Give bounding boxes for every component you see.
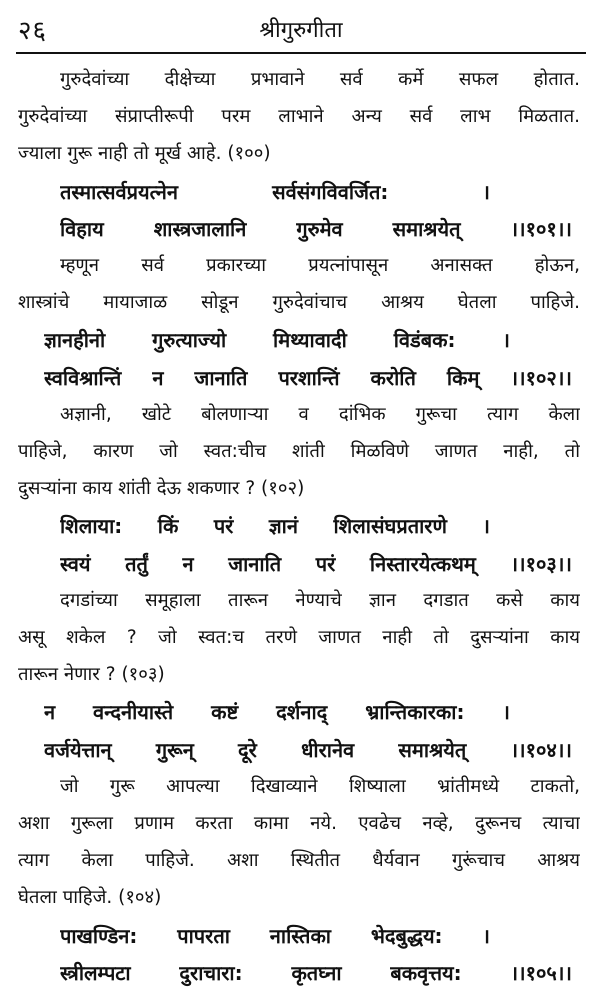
commentary-line: तारून नेणार ? (१०३)	[18, 664, 165, 686]
verse-line: स्वविश्रान्तिं न जानाति परशान्तिं करोति किम् ।।१०२।।	[44, 365, 572, 390]
commentary-line: गुरुदेवांच्या संप्राप्तीरूपी परम लाभाने अन्य सर्व लाभ मिळतात.	[18, 106, 580, 128]
commentary-line: शास्त्रांचे मायाजाळ सोडून गुरुदेवांचाच आश्रय घेतला पाहिजे.	[18, 292, 580, 314]
verse-line: विहाय शास्त्रजालानि गुरुमेव समाश्रयेत् ।।१०१।।	[60, 216, 572, 241]
verse-line: स्वयं तर्तुं न जानाति परं निस्तारयेत्कथम् ।।१०३।।	[60, 551, 572, 576]
verse-line: स्त्रीलम्पटा दुराचारा: कृतघ्ना बकवृत्तय: ।।१०५।।	[60, 960, 572, 985]
commentary-line: दगडांच्या समूहाला तारून नेण्याचे ज्ञान दगडात कसे काय	[60, 589, 580, 611]
verse-line: शिलाया: किं परं ज्ञानं शिलासंघप्रतारणे ।	[60, 514, 490, 539]
verse-line: तस्मात्सर्वप्रयत्नेन सर्वसंगविवर्जित: ।	[60, 179, 490, 204]
commentary-line: जो गुरू आपल्या दिखाव्याने शिष्याला भ्रांतीमध्ये टाकतो,	[60, 775, 580, 797]
commentary-line: घेतला पाहिजे. (१०४)	[18, 887, 162, 909]
commentary-line: ज्याला गुरू नाही तो मूर्ख आहे. (१००)	[18, 143, 271, 165]
page-number: २६	[18, 16, 48, 46]
commentary-line: दुसऱ्यांना काय शांती देऊ शकणार ? (१०२)	[18, 478, 305, 500]
commentary-line: अज्ञानी, खोटे बोलणाऱ्या व दांभिक गुरूचा त्याग केला	[60, 403, 580, 425]
commentary-line: असू शकेल ? जो स्वत:च तरणे जाणत नाही तो दुसऱ्यांना काय	[18, 627, 580, 648]
commentary-line: त्याग केला पाहिजे. अशा स्थितीत धैर्यवान गुरूंचाच आश्रय	[18, 850, 580, 872]
running-header	[16, 8, 586, 54]
verse-line: वर्जयेत्तान् गुरून् दूरे धीरानेव समाश्रयेत् ।।१०४।।	[44, 737, 572, 762]
commentary-line: पाहिजे, कारण जो स्वत:चीच शांती मिळविणे जाणत नाही, तो	[18, 441, 580, 462]
commentary-line: गुरुदेवांच्या दीक्षेच्या प्रभावाने सर्व कर्मे सफल होतात.	[60, 69, 580, 90]
verse-line: ज्ञानहीनो गुरुत्याज्यो मिथ्यावादी विडंबक: ।	[44, 328, 510, 353]
commentary-line: म्हणून सर्व प्रकारच्या प्रयत्नांपासून अनासक्त होऊन,	[60, 255, 580, 276]
verse-line: पाखण्डिन: पापरता नास्तिका भेदबुद्धय: ।	[60, 923, 490, 948]
commentary-line: अशा गुरूला प्रणाम करता कामा नये. एवढेच नव्हे, दुरूनच त्याचा	[18, 813, 580, 834]
running-title: श्रीगुरुगीता	[259, 18, 343, 43]
verse-line: न वन्दनीयास्ते कष्टं दर्शनाद् भ्रान्तिकारका: ।	[44, 700, 510, 725]
